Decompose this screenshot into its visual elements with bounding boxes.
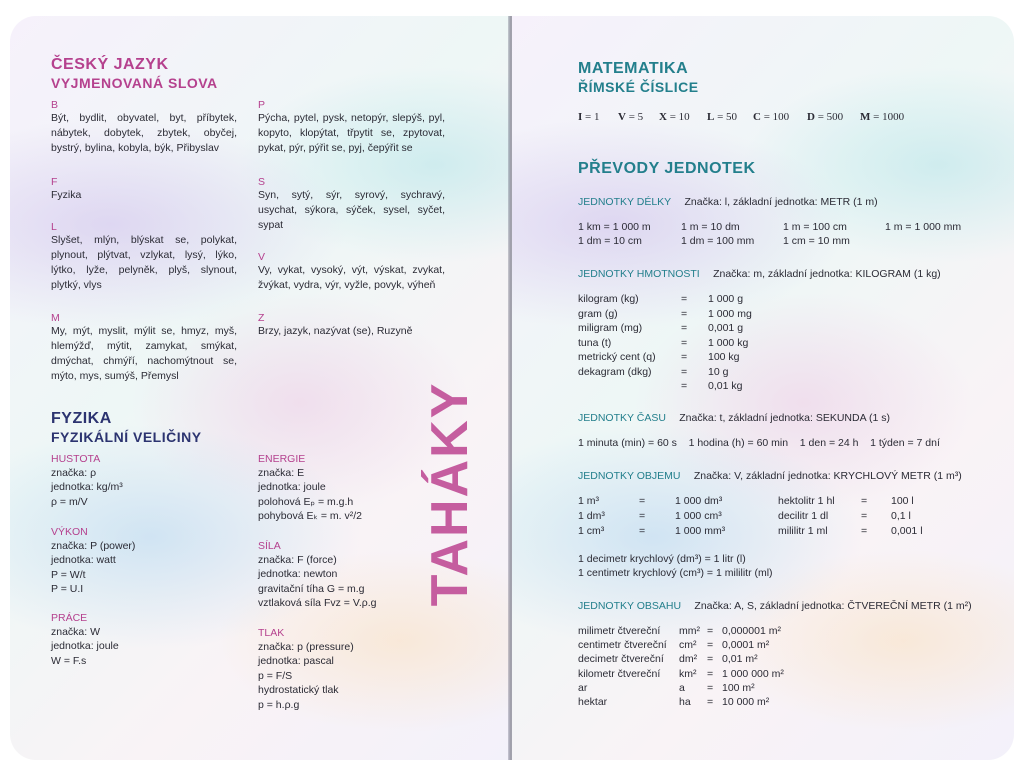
roman-i: I = 1 bbox=[578, 111, 600, 123]
volume-millilitre-note: 1 centimetr krychlový (cm³) = 1 mililitr (ml) bbox=[578, 567, 773, 579]
area-eq: = bbox=[707, 625, 714, 637]
volume-cell: = bbox=[639, 510, 646, 522]
length-table bbox=[578, 221, 978, 251]
volume-cell: 1 cm³ bbox=[578, 525, 605, 537]
quantity-line: jednotka: kg/m³ bbox=[51, 481, 123, 494]
volume-label: JEDNOTKY OBJEMU bbox=[578, 470, 681, 482]
conversions-title: PŘEVODY JEDNOTEK bbox=[578, 160, 756, 177]
group-words: Syn, sytý, sýr, syrový, sychravý, usychat, sýkora, sýček, sysel, syčet, sypat bbox=[258, 189, 445, 231]
roman-d: D = 500 bbox=[807, 111, 844, 123]
volume-cell: = bbox=[861, 510, 868, 522]
quantity-line: jednotka: joule bbox=[51, 640, 119, 653]
area-label: JEDNOTKY OBSAHU bbox=[578, 600, 682, 612]
mass-value: 100 kg bbox=[708, 351, 740, 363]
quantity-line: gravitační tíha G = m.g bbox=[258, 582, 365, 595]
roman-c: C = 100 bbox=[753, 111, 790, 123]
time-label: JEDNOTKY ČASU bbox=[578, 412, 666, 424]
group-words: Být, bydlit, obyvatel, byt, příbytek, nábytek, dobytek, zbytek, obyčej, bystrý, bylina, kobyla, býk, Přibyslav bbox=[51, 112, 237, 154]
mass-unit: tuna (t) bbox=[578, 336, 612, 349]
mass-value: 1 000 g bbox=[708, 293, 744, 305]
quantity-line: P = W/t bbox=[51, 568, 86, 581]
area-eq: = bbox=[707, 696, 714, 708]
mass-eq: = bbox=[681, 336, 688, 349]
math-subtitle: ŘÍMSKÉ ČÍSLICE bbox=[578, 79, 699, 95]
mass-note: Značka: m, základní jednotka: KILOGRAM (1 kg) bbox=[713, 268, 941, 280]
area-unit: centimetr čtvereční bbox=[578, 639, 667, 652]
quantity-name: SÍLA bbox=[258, 540, 281, 552]
length-cell: 1 m = 1 000 mm bbox=[885, 221, 962, 233]
quantity-line: značka: E bbox=[258, 467, 305, 479]
mass-unit: miligram (mg) bbox=[578, 322, 643, 334]
group-letter: F bbox=[51, 176, 58, 188]
time-header bbox=[578, 408, 890, 426]
roman-numerals bbox=[578, 111, 918, 127]
area-symbol: ha bbox=[679, 696, 691, 708]
quantity-name: VÝKON bbox=[51, 526, 88, 538]
area-unit: hektar bbox=[578, 696, 608, 708]
group-words: Pýcha, pytel, pysk, netopýr, slepýš, pyl, kopyto, klopýtat, třpytit se, zpytovat, pykat, pýr, pýřit se, pyj, čepýřit se bbox=[258, 112, 445, 154]
mass-eq: = bbox=[681, 351, 688, 363]
mass-value: 0,01 kg bbox=[708, 380, 743, 392]
czech-title: ČESKÝ JAZYK bbox=[51, 56, 169, 73]
physics-title: FYZIKA bbox=[51, 410, 112, 427]
quantity-line: P = U.I bbox=[51, 583, 84, 596]
length-cell: 1 cm = 10 mm bbox=[783, 235, 850, 247]
area-symbol: km² bbox=[679, 667, 697, 680]
quantity-line: značka: F (force) bbox=[258, 554, 337, 566]
area-value: 0,01 m² bbox=[722, 653, 758, 666]
volume-cell: hektolitr 1 hl bbox=[778, 495, 835, 507]
quantity-line: vztlaková síla Fvz = V.ρ.g bbox=[258, 597, 377, 610]
group-m bbox=[51, 312, 237, 384]
group-words: Slyšet, mlýn, blýskat se, polykat, plynout, plýtvat, vzlykat, lysý, lýko, lýtko, lyže, pelyněk, plyš, slynout, plytký, vlys bbox=[51, 234, 237, 291]
group-letter: L bbox=[51, 221, 57, 233]
quantity-pressure bbox=[258, 626, 354, 712]
quantity-work bbox=[51, 611, 119, 668]
left-page bbox=[10, 16, 510, 760]
roman-v: V = 5 bbox=[618, 111, 644, 123]
length-cell: 1 dm = 10 cm bbox=[578, 235, 642, 247]
physics-subtitle: FYZIKÁLNÍ VELIČINY bbox=[51, 429, 202, 445]
volume-cell: 100 l bbox=[891, 495, 914, 507]
group-letter: P bbox=[258, 99, 266, 111]
area-unit: ar bbox=[578, 681, 588, 694]
mass-header bbox=[578, 264, 941, 282]
quantity-power bbox=[51, 525, 135, 597]
volume-cell: decilitr 1 dl bbox=[778, 510, 829, 522]
area-eq: = bbox=[707, 653, 714, 666]
area-unit: kilometr čtvereční bbox=[578, 667, 661, 680]
length-note: Značka: l, základní jednotka: METR (1 m) bbox=[684, 196, 878, 208]
time-conversions: 1 minuta (min) = 60 s 1 hodina (h) = 60 min 1 den = 24 h 1 týden = 7 dní bbox=[578, 437, 940, 449]
group-z bbox=[258, 312, 445, 339]
quantity-line: jednotka: joule bbox=[258, 481, 326, 494]
mass-eq: = bbox=[681, 293, 688, 305]
quantity-line: jednotka: watt bbox=[51, 554, 116, 567]
area-value: 100 m² bbox=[722, 681, 755, 694]
mass-unit: metrický cent (q) bbox=[578, 351, 656, 363]
volume-cell: 1 m³ bbox=[578, 495, 599, 507]
quantity-line: jednotka: pascal bbox=[258, 655, 334, 668]
mass-eq: = bbox=[681, 307, 688, 320]
roman-m: M = 1000 bbox=[860, 111, 905, 123]
area-eq: = bbox=[707, 667, 714, 680]
quantity-density bbox=[51, 452, 123, 509]
volume-cell: 1 dm³ bbox=[578, 510, 605, 522]
area-eq: = bbox=[707, 639, 714, 652]
mass-label: JEDNOTKY HMOTNOSTI bbox=[578, 268, 700, 280]
volume-cell: 1 000 dm³ bbox=[675, 495, 723, 507]
roman-x: X = 10 bbox=[659, 111, 690, 123]
quantity-line: ρ = m/V bbox=[51, 495, 88, 508]
quantity-line: značka: ρ bbox=[51, 467, 97, 479]
group-letter: Z bbox=[258, 312, 265, 324]
area-value: 0,000001 m² bbox=[722, 625, 781, 637]
volume-cell: = bbox=[861, 525, 868, 537]
group-letter: M bbox=[51, 312, 60, 324]
volume-cell: 1 000 mm³ bbox=[675, 525, 726, 537]
group-p bbox=[258, 99, 445, 156]
mass-value: 1 000 mg bbox=[708, 307, 752, 320]
mass-unit: kilogram (kg) bbox=[578, 293, 639, 305]
mass-value: 1 000 kg bbox=[708, 336, 749, 349]
group-words: Fyzika bbox=[51, 189, 82, 201]
roman-l: L = 50 bbox=[707, 111, 738, 123]
mass-value: 0,001 g bbox=[708, 322, 744, 334]
quantity-name: HUSTOTA bbox=[51, 453, 101, 465]
quantity-name: PRÁCE bbox=[51, 612, 88, 624]
group-f bbox=[51, 176, 237, 203]
area-symbol: cm² bbox=[679, 639, 697, 652]
length-cell: 1 m = 100 cm bbox=[783, 221, 847, 233]
volume-note: Značka: V, základní jednotka: KRYCHLOVÝ METR (1 m³) bbox=[693, 470, 962, 482]
quantity-line: značka: W bbox=[51, 626, 101, 638]
quantity-name: ENERGIE bbox=[258, 453, 306, 465]
group-b bbox=[51, 99, 237, 156]
area-unit: decimetr čtvereční bbox=[578, 653, 664, 666]
group-l bbox=[51, 221, 237, 293]
group-letter: V bbox=[258, 251, 266, 263]
volume-cell: 1 000 cm³ bbox=[675, 510, 722, 522]
mass-unit: gram (g) bbox=[578, 307, 618, 320]
area-value: 1 000 000 m² bbox=[722, 667, 784, 680]
volume-cell: = bbox=[861, 495, 868, 507]
quantity-line: značka: p (pressure) bbox=[258, 641, 354, 653]
volume-cell: 0,1 l bbox=[891, 510, 911, 522]
volume-cell: mililitr 1 ml bbox=[778, 525, 828, 537]
mass-table bbox=[578, 293, 778, 395]
quantity-line: p = F/S bbox=[258, 669, 293, 682]
area-symbol: mm² bbox=[679, 625, 700, 637]
area-unit: milimetr čtvereční bbox=[578, 625, 661, 637]
area-eq: = bbox=[707, 681, 714, 694]
volume-cell: 0,001 l bbox=[891, 525, 923, 537]
quantity-force bbox=[258, 539, 377, 611]
area-value: 0,0001 m² bbox=[722, 639, 770, 652]
quantity-line: značka: P (power) bbox=[51, 540, 136, 552]
area-note: Značka: A, S, základní jednotka: ČTVEREČNÍ METR (1 m²) bbox=[694, 600, 972, 612]
group-words: Vy, vykat, vysoký, výt, výskat, zvykat, žvýkat, vydra, výr, vyžle, povyk, výheň bbox=[258, 264, 445, 291]
area-symbol: a bbox=[679, 681, 685, 694]
quantity-name: TLAK bbox=[258, 627, 285, 639]
mass-eq: = bbox=[681, 322, 688, 334]
math-title: MATEMATIKA bbox=[578, 60, 689, 77]
length-cell: 1 dm = 100 mm bbox=[681, 235, 755, 247]
group-words: My, mýt, myslit, mýlit se, hmyz, myš, hlemýžď, mýtit, zamykat, smýkat, dmýchat, chmýří, nachomýtnout se, mýto, mys, sumýš, Přemysl bbox=[51, 325, 237, 382]
area-symbol: dm² bbox=[679, 653, 698, 666]
tahaky-cover-word: TAHÁKY bbox=[421, 381, 479, 607]
area-header bbox=[578, 596, 972, 614]
mass-unit: dekagram (dkg) bbox=[578, 365, 652, 378]
quantity-line: p = h.ρ.g bbox=[258, 698, 300, 711]
volume-table bbox=[578, 495, 938, 541]
quantity-energy bbox=[258, 452, 362, 524]
volume-litre-note: 1 decimetr krychlový (dm³) = 1 litr (l) bbox=[578, 553, 746, 565]
czech-subtitle: VYJMENOVANÁ SLOVA bbox=[51, 75, 218, 91]
group-v bbox=[258, 251, 445, 293]
length-cell: 1 km = 1 000 m bbox=[578, 221, 651, 233]
group-letter: S bbox=[258, 176, 266, 188]
quantity-line: W = F.s bbox=[51, 654, 87, 667]
volume-cell: = bbox=[639, 495, 646, 507]
length-cell: 1 m = 10 dm bbox=[681, 221, 740, 233]
mass-eq: = bbox=[681, 380, 688, 392]
quantity-line: jednotka: newton bbox=[258, 568, 338, 581]
mass-eq: = bbox=[681, 365, 688, 378]
group-words: Brzy, jazyk, nazývat (se), Ruzyně bbox=[258, 325, 413, 337]
area-value: 10 000 m² bbox=[722, 696, 770, 708]
time-note: Značka: t, základní jednotka: SEKUNDA (1 s) bbox=[679, 412, 890, 424]
quantity-line: hydrostatický tlak bbox=[258, 684, 339, 697]
group-s bbox=[258, 176, 445, 233]
length-header bbox=[578, 192, 878, 210]
quantity-line: polohová Eₚ = m.g.h bbox=[258, 495, 354, 508]
mass-value: 10 g bbox=[708, 365, 729, 378]
volume-cell: = bbox=[639, 525, 646, 537]
length-label: JEDNOTKY DÉLKY bbox=[578, 196, 672, 208]
area-table bbox=[578, 625, 818, 713]
right-page bbox=[512, 16, 1014, 760]
group-letter: B bbox=[51, 99, 59, 111]
volume-header bbox=[578, 466, 962, 484]
quantity-line: pohybová Eₖ = m. v²/2 bbox=[258, 510, 362, 523]
